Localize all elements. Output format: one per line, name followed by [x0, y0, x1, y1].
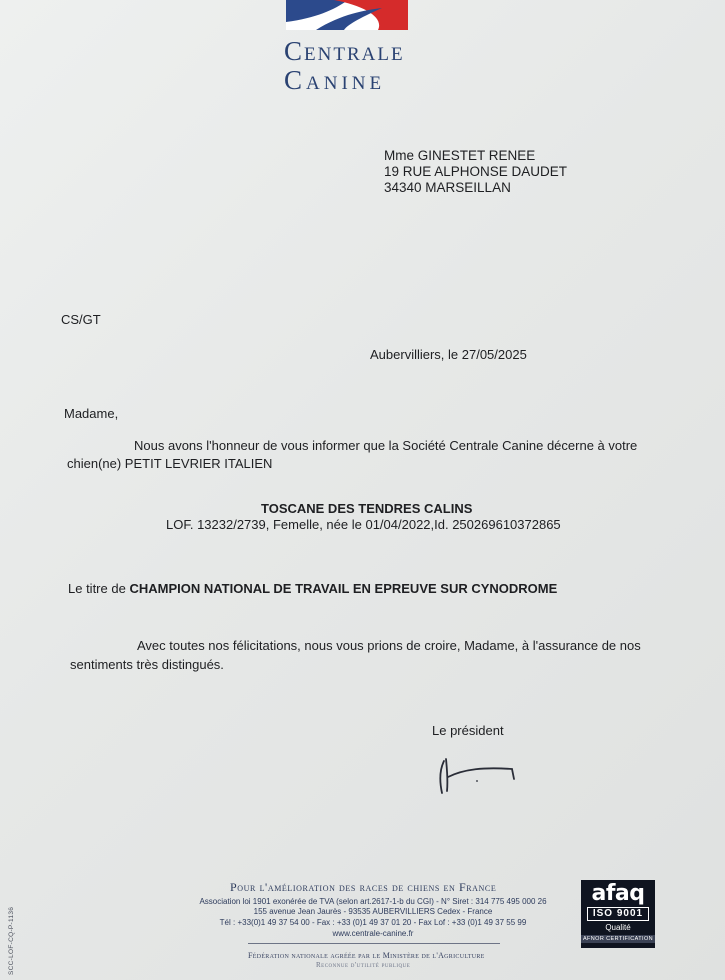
recipient-street: 19 RUE ALPHONSE DAUDET — [384, 164, 568, 179]
flag-emblem — [286, 0, 408, 30]
footer-line-1: Association loi 1901 exonérée de TVA (selon art.2617-1-b du CGI) - N° Siret : 314 775 495 000 26 — [199, 897, 547, 906]
title-prefix: Le titre de — [68, 581, 126, 596]
footer-utility: Reconnue d'utilité publique — [316, 961, 411, 969]
salutation: Madame, — [64, 406, 119, 421]
closing-line-1: Avec toutes nos félicitations, nous vous prions de croire, Madame, à l'assurance de nos — [137, 638, 641, 653]
signature-label: Le président — [432, 723, 504, 738]
place-date: Aubervilliers, le 27/05/2025 — [370, 347, 527, 362]
logo-text-centrale: Centrale — [284, 36, 405, 66]
intro-line-2: chien(ne) PETIT LEVRIER ITALIEN — [67, 456, 273, 471]
reference: CS/GT — [61, 312, 101, 327]
footer-website[interactable]: www.centrale-canine.fr — [332, 929, 414, 938]
footer-line-3: Tél : +33(0)1 49 37 54 00 - Fax : +33 (0)1 49 37 01 20 - Fax Lof : +33 (0)1 49 37 55 99 — [219, 918, 527, 927]
dog-details: LOF. 13232/2739, Femelle, née le 01/04/2022,Id. 250269610372865 — [166, 517, 561, 532]
closing-line-2: sentiments très distingués. — [70, 657, 224, 672]
certifier-label: AFNOR CERTIFICATION — [582, 936, 654, 942]
signature-mark — [434, 755, 520, 797]
quality-label: Qualité — [605, 923, 631, 932]
footer-divider — [248, 943, 500, 944]
iso-standard: ISO 9001 — [587, 907, 649, 921]
dog-name: TOSCANE DES TENDRES CALINS — [261, 501, 473, 516]
intro-line-1: Nous avons l'honneur de vous informer que la Société Centrale Canine décerne à votre — [134, 438, 638, 453]
title-line — [68, 580, 557, 597]
footer-federation: Fédération nationale agréée par le Ministère de l'Agriculture — [248, 951, 485, 960]
afaq-brand: afaq — [591, 881, 645, 906]
footer-line-2: 155 avenue Jean Jaurès - 93535 AUBERVILLIERS Cedex - France — [253, 907, 493, 916]
recipient-city: 34340 MARSEILLAN — [384, 180, 511, 195]
recipient-name: Mme GINESTET RENEE — [384, 148, 536, 163]
footer-title: Pour l'amélioration des races de chiens en France — [230, 880, 497, 894]
logo-text-canine: Canine — [284, 65, 386, 95]
title-name: CHAMPION NATIONAL DE TRAVAIL EN EPREUVE SUR CYNODROME — [129, 581, 558, 596]
side-reference-code: SCC-LOF-CQ-P-1136 — [8, 906, 15, 975]
afaq-certification-badge — [581, 880, 655, 948]
